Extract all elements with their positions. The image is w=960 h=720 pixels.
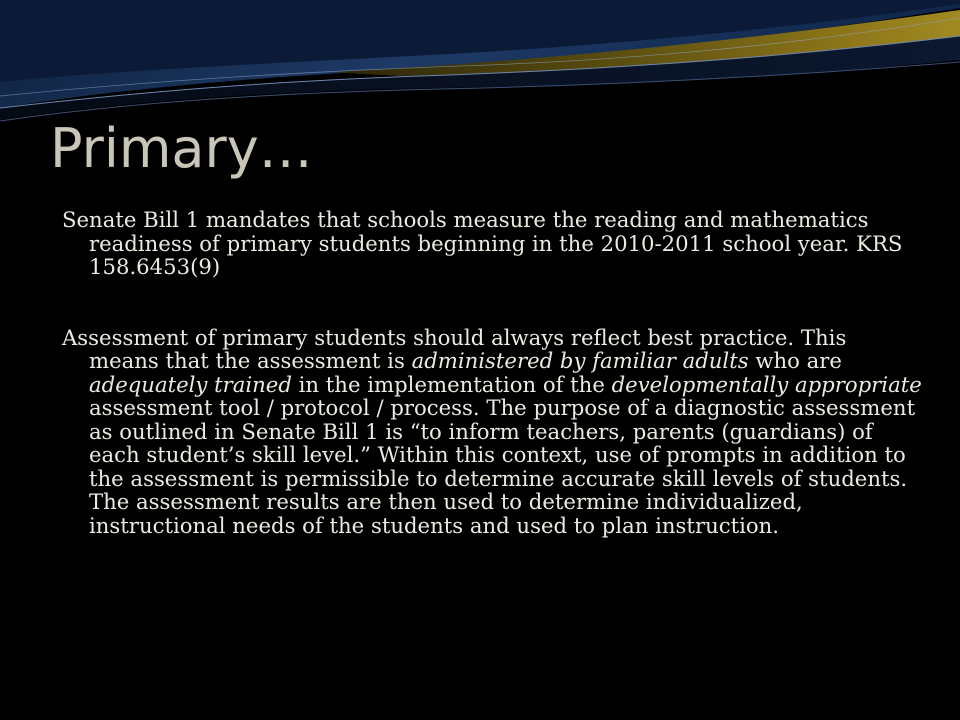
paragraph-text: in the implementation of the [291,371,612,397]
emphasis-text: developmentally appropriate [611,371,922,397]
paragraph-text: who are [748,348,842,373]
emphasis-text: administered by familiar adults [411,348,749,373]
slide-body [62,208,922,537]
paragraph-senate-bill: Senate Bill 1 mandates that schools measure the reading and mathematics readiness of primary students beginning in the 2010-2011 school year. KRS 158.6453(9) [62,207,903,279]
header-wave-banner [0,0,960,130]
paragraph-text: assessment tool / protocol / process. The purpose of a diagnostic assessment as outlined in Senate Bill 1 is “to inform teachers, parents (guardians) of each student’s skill level.” Within this context, use of prompts in addition to the assessment is permissible to determine accurate skill levels of students. The assessment results are then used to determine individualized, instructional needs of the students and used to plan instruction. [89,395,916,538]
paragraph-assessment [62,326,922,538]
slide-title: Primary… [50,117,313,180]
emphasis-text: adequately trained [89,371,292,397]
paragraph-text: Assessment of primary students should always reflect best practice. This means that the assessment is [62,324,847,373]
